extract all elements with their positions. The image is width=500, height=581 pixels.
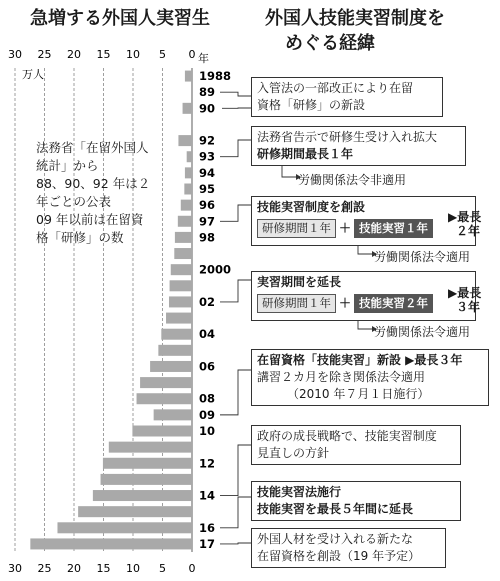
plus-sign: ＋ — [339, 221, 352, 235]
event-1989 — [251, 77, 443, 117]
year-label-96: 96 — [199, 198, 216, 213]
connector-2017 — [220, 543, 251, 544]
note-line: 統計」から — [36, 158, 99, 173]
year-label-10: 10 — [199, 424, 216, 438]
x-tick-label-top: 20 — [67, 48, 81, 61]
max-text: ３年 — [456, 300, 481, 314]
event-text: 政府の成長戦略で、技能実習制度 — [257, 429, 437, 443]
timeline-title-line1: 外国人技能実習制度を — [265, 8, 445, 29]
bar-93 — [187, 151, 192, 162]
tech-internship-badge: 技能実習１年 — [354, 219, 433, 238]
connector-2009 — [220, 370, 251, 415]
bar-12 — [103, 458, 192, 469]
bar-09 — [154, 409, 192, 420]
x-tick-label-top: 5 — [159, 48, 166, 61]
bar-90 — [183, 103, 192, 114]
x-tick-label-bottom: 25 — [37, 562, 52, 575]
x-tick-label-top: 0 — [188, 48, 196, 61]
year-label-98: 98 — [199, 230, 216, 245]
x-tick-label-top: 15 — [96, 48, 111, 61]
bar-02 — [169, 296, 192, 307]
bar-13 — [101, 474, 192, 485]
year-label-92: 92 — [199, 133, 216, 148]
year-label-06: 06 — [199, 359, 216, 374]
bar-16 — [57, 522, 192, 533]
event-2014 — [251, 425, 461, 465]
year-label-16: 16 — [199, 520, 216, 535]
event-1993-sub: 労働関係法令非適用 — [298, 173, 407, 187]
event-text: 技能実習法施行 — [257, 485, 342, 499]
x-tick-label-bottom: 10 — [126, 562, 140, 575]
event-2016 — [251, 481, 461, 521]
connector-2016 — [220, 497, 251, 528]
event-text: 入管法の一部改正により在留 — [257, 81, 414, 95]
chart-title: 急増する外国人実習生 — [30, 8, 210, 29]
year-label-95: 95 — [199, 182, 216, 196]
event-text: （2010 年７月１日施行） — [287, 387, 430, 401]
event-text: 技能実習制度を創設 — [257, 200, 366, 214]
year-label-1988: 1988 — [199, 69, 232, 84]
x-tick-label-bottom: 15 — [96, 562, 111, 575]
sub-arrow-2002 — [358, 321, 372, 329]
year-label-14: 14 — [199, 488, 216, 503]
x-tick-label-top: 25 — [37, 48, 52, 61]
x-tick-label-bottom: 20 — [67, 562, 81, 575]
training-period-badge: 研修期間１年 — [257, 294, 336, 313]
max-period-2002 — [448, 286, 481, 314]
event-text: 実習期間を延長 — [257, 275, 342, 289]
year-label-90: 90 — [199, 101, 216, 116]
event-text: 資格「研修」の新設 — [257, 98, 366, 112]
connector-2002 — [220, 280, 251, 302]
year-label-93: 93 — [199, 149, 216, 164]
year-label-94: 94 — [199, 165, 216, 180]
bar-01 — [170, 280, 192, 291]
year-label-08: 08 — [199, 391, 216, 406]
note-line: 88、90、92 年は２ — [36, 176, 151, 191]
event-text: 外国人材を受け入れる新たな — [257, 532, 414, 546]
max-text: ▶最長 — [448, 286, 482, 300]
sub-arrow-1997 — [358, 246, 372, 254]
bar-04 — [161, 329, 192, 340]
bar-11 — [109, 442, 192, 453]
max-text: ２年 — [456, 224, 481, 238]
bar-14 — [93, 490, 192, 501]
connector-1989 — [220, 92, 251, 96]
event-2009 — [251, 349, 489, 406]
event-text: 見直しの方針 — [257, 446, 330, 460]
event-text: 法務省告示で研修生受け入れ拡大 — [257, 130, 438, 144]
x-tick-label-bottom: 5 — [159, 562, 166, 575]
connector-1997 — [220, 205, 251, 221]
bar-05 — [158, 345, 192, 356]
note-line: 09 年以前は在留資 — [36, 212, 144, 227]
x-tick-label-top: 30 — [8, 48, 22, 61]
bar-08 — [137, 393, 192, 404]
connector-2014 — [220, 445, 251, 496]
note-line: 年ごとの公表 — [36, 194, 112, 209]
year-label-2000: 2000 — [199, 262, 232, 277]
note-line: 法務省「在留外国人 — [36, 140, 149, 155]
bar-07 — [140, 377, 192, 388]
event-text: 研修期間最長１年 — [257, 147, 354, 161]
year-label-12: 12 — [199, 456, 216, 471]
year-label-04: 04 — [199, 327, 216, 342]
bar-1988 — [185, 71, 192, 82]
year-label-97: 97 — [199, 214, 216, 229]
event-2002-sub: 労働関係法令適用 — [374, 325, 471, 339]
event-1997-sub: 労働関係法令適用 — [374, 250, 471, 264]
unit-label: 万人 — [22, 68, 44, 81]
training-period-badge: 研修期間１年 — [257, 219, 336, 238]
bar-15 — [78, 506, 192, 517]
connector-1993 — [220, 140, 251, 157]
max-text: ▶最長 — [448, 210, 482, 224]
x-tick-label-bottom: 0 — [188, 562, 196, 575]
x-tick-label-top: 10 — [126, 48, 140, 61]
bar-17 — [30, 538, 192, 549]
event-text: 講習２カ月を除き関係法令適用 — [257, 370, 426, 384]
year-label-02: 02 — [199, 294, 216, 309]
event-text: 技能実習を最長５年間に延長 — [257, 502, 414, 516]
year-axis-label: 年 — [198, 52, 209, 65]
note-line: 格「研修」の数 — [36, 230, 124, 245]
x-tick-label-bottom: 30 — [8, 562, 22, 575]
year-label-17: 17 — [199, 536, 216, 551]
event-1997 — [251, 196, 476, 246]
event-text: 在留資格を創設（19 年予定） — [257, 549, 421, 563]
source-note — [36, 139, 186, 247]
tech-internship-badge: 技能実習２年 — [354, 294, 433, 313]
event-1993 — [251, 126, 466, 166]
bar-2000 — [171, 264, 192, 275]
bar-03 — [166, 313, 192, 324]
bar-99 — [174, 248, 192, 259]
max-period-1997 — [448, 210, 481, 238]
bar-10 — [132, 426, 192, 437]
event-text: 在留資格「技能実習」新設 ▶最長３年 — [257, 353, 463, 367]
bar-06 — [150, 361, 192, 372]
event-2017 — [251, 528, 446, 568]
year-label-09: 09 — [199, 407, 216, 422]
year-label-89: 89 — [199, 85, 216, 100]
timeline-title-line2: めぐる経緯 — [285, 33, 375, 54]
plus-sign: ＋ — [339, 296, 352, 310]
event-2002 — [251, 271, 476, 321]
